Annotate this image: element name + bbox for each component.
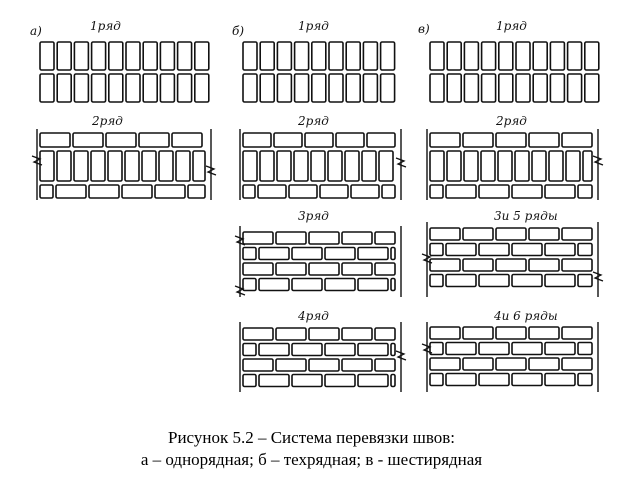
panel-a-row2-label: 2ряд <box>92 114 123 128</box>
panel-v-row2-bot-stretcher-brick <box>545 185 575 198</box>
panel-a-row2-mid-header-brick <box>176 151 190 181</box>
panel-v-row3-course2-stretcher-brick <box>479 244 509 256</box>
panel-b-row2-mid-header-brick <box>362 151 376 181</box>
panel-b-row3-course1-stretcher-brick <box>375 232 395 244</box>
panel-v-row2-mid-header-brick <box>583 151 592 181</box>
panel-b-row1-header-brick <box>312 74 326 102</box>
caption-line-1: Рисунок 5.2 – Система перевязки швов: <box>167 428 455 447</box>
panel-v-row1-label: 1ряд <box>496 19 527 33</box>
panel-b-row2-bot-half-brick <box>243 185 255 198</box>
panel-v-row4-course4-stretcher-brick <box>578 374 592 386</box>
panel-b-row4-course1-stretcher-brick <box>276 328 306 340</box>
panel-v-row1-header-brick <box>499 74 513 102</box>
panel-b-row4-course3-stretcher-brick <box>309 359 339 371</box>
panel-v-row1-header-brick <box>585 74 599 102</box>
panel-a-row2-bot-stretcher-brick <box>56 185 86 198</box>
panel-v-row1-header-brick <box>550 74 564 102</box>
panel-a-row1-header-brick <box>92 74 106 102</box>
panel-b-row4-course4-stretcher-brick <box>391 375 395 387</box>
panel-v-row1-header-brick <box>516 74 530 102</box>
panel-v-row2-bot-half-brick <box>430 185 443 198</box>
panel-b-row1-header-brick <box>243 74 257 102</box>
panel-b-row3-course1-stretcher-brick <box>243 232 273 244</box>
panel-b-row4-course3-stretcher-brick <box>243 359 273 371</box>
panel-v-row4-course1-stretcher-brick <box>562 327 592 339</box>
panel-b-row3-course1-stretcher-brick <box>309 232 339 244</box>
panel-b-row1-header-brick <box>329 74 343 102</box>
panel-a-row1-header-brick <box>92 42 106 70</box>
panel-b-row2-mid-header-brick <box>379 151 393 181</box>
panel-b-row4-course2-stretcher-brick <box>391 344 395 356</box>
panel-b-row2-bot-stretcher-brick <box>289 185 317 198</box>
panel-b-row2-mid-header-brick <box>243 151 257 181</box>
panel-v-row2-top-stretcher-brick <box>529 133 559 147</box>
panel-b-break-right <box>396 158 406 167</box>
panel-b-row3-course2-stretcher-brick <box>325 248 355 260</box>
panel-a-row2-bot-stretcher-brick <box>188 185 205 198</box>
panel-b-row2-bot-stretcher-brick <box>382 185 395 198</box>
panel-v-row1-header-brick <box>568 74 582 102</box>
panel-b-row3-course2-stretcher-brick <box>292 248 322 260</box>
panel-b-row4-course2-stretcher-brick <box>325 344 355 356</box>
panel-b-row3-course3-stretcher-brick <box>342 263 372 275</box>
panel-v-row1-header-brick <box>533 42 547 70</box>
panel-v-row4-course4-stretcher-brick <box>446 374 476 386</box>
panel-b-row1-header-brick <box>363 74 377 102</box>
panel-b-row3-course3-stretcher-brick <box>309 263 339 275</box>
panel-v-row4-course2-stretcher-brick <box>512 343 542 355</box>
panel-v-row3-course1-stretcher-brick <box>529 228 559 240</box>
panel-b-row4-course1-stretcher-brick <box>243 328 273 340</box>
panel-a-row1-header-brick <box>143 74 157 102</box>
panel-a-row1-header-brick <box>178 42 192 70</box>
panel-b-row2-bot-stretcher-brick <box>351 185 379 198</box>
panel-b-row4-course1-stretcher-brick <box>375 328 395 340</box>
panel-b-row3-course4-stretcher-brick <box>325 279 355 291</box>
panel-b-row1-header-brick <box>363 42 377 70</box>
panel-v-row1-header-brick <box>568 42 582 70</box>
panel-v-row4-course3-stretcher-brick <box>562 358 592 370</box>
panel-v-row3-course4-stretcher-brick <box>512 275 542 287</box>
panel-v-row2-mid-header-brick <box>464 151 478 181</box>
panel-b-row1-header-brick <box>346 74 360 102</box>
panel-b-row1-header-brick <box>277 74 291 102</box>
panel-a-row1-header-brick <box>160 74 174 102</box>
panel-b-row1-header-brick <box>277 42 291 70</box>
panel-v-row4-course3-stretcher-brick <box>496 358 526 370</box>
panel-v-row2-bot-stretcher-brick <box>446 185 476 198</box>
panel-a-row2-bot-stretcher-brick <box>89 185 119 198</box>
panel-a-row1-header-brick <box>143 42 157 70</box>
panel-b-row1-header-brick <box>346 42 360 70</box>
panel-v-row4-course2-stretcher-brick <box>578 343 592 355</box>
panel-a-row1-header-brick <box>40 74 54 102</box>
panel-v-row4-course3-stretcher-brick <box>430 358 460 370</box>
panel-v-row2-label: 2ряд <box>496 114 527 128</box>
panel-v-row1-header-brick <box>447 42 461 70</box>
panel-b-label: б) <box>232 24 245 38</box>
panel-a-row1-header-brick <box>126 42 140 70</box>
panel-a-row1-header-brick <box>74 74 88 102</box>
panel-v-row3-course3-stretcher-brick <box>496 259 526 271</box>
panel-a-row1-header-brick <box>126 74 140 102</box>
panel-v-row2-mid-header-brick <box>481 151 495 181</box>
panel-b-row3-course3-stretcher-brick <box>276 263 306 275</box>
panel-v-row4-course3-stretcher-brick <box>463 358 493 370</box>
panel-v-row1-header-brick <box>499 42 513 70</box>
panel-v-row4-course1-stretcher-brick <box>496 327 526 339</box>
panel-b-row4-course2-stretcher-brick <box>259 344 289 356</box>
panel-a-row2-mid-header-brick <box>108 151 122 181</box>
panel-a-row1-header-brick <box>195 42 209 70</box>
panel-b-row3-course2-half-brick <box>243 248 256 260</box>
panel-b-row1-header-brick <box>381 74 395 102</box>
panel-b-row4-course2-half-brick <box>243 344 256 356</box>
panel-a-row2-mid-header-brick <box>40 151 54 181</box>
panel-a-row2-top-stretcher-brick <box>40 133 70 147</box>
panel-a-row2-top-stretcher-brick <box>106 133 136 147</box>
panel-v-row2-mid-header-brick <box>532 151 546 181</box>
panel-v-row2-mid-header-brick <box>498 151 512 181</box>
panel-b-row4-course1-stretcher-brick <box>342 328 372 340</box>
panel-v-row3-course4-stretcher-brick <box>545 275 575 287</box>
panel-b-row4-course4-stretcher-brick <box>325 375 355 387</box>
panel-b-row4-break-right <box>396 351 406 360</box>
panel-v-row3-course2-half-brick <box>430 244 443 256</box>
panel-b-row3-course4-stretcher-brick <box>292 279 322 291</box>
panel-v-row4-course4-stretcher-brick <box>479 374 509 386</box>
caption-line-2: а – однорядная; б – техрядная; в - шестирядная <box>140 450 483 469</box>
panel-b-row3-course3-stretcher-brick <box>243 263 273 275</box>
panel-b-row3-course4-stretcher-brick <box>391 279 395 291</box>
panel-v-row2-mid-header-brick <box>430 151 444 181</box>
panel-b-row4-course3-stretcher-brick <box>342 359 372 371</box>
panel-b-row2-mid-header-brick <box>260 151 274 181</box>
panel-v-row3-course4-half-brick <box>430 275 443 287</box>
panel-v-row3-course1-stretcher-brick <box>562 228 592 240</box>
panel-v-row3-course1-stretcher-brick <box>463 228 493 240</box>
panel-v-row2-top-stretcher-brick <box>430 133 460 147</box>
panel-b-row2-bot-stretcher-brick <box>320 185 348 198</box>
panel-v-row1-header-brick <box>464 42 478 70</box>
panel-b-row4-course4-stretcher-brick <box>259 375 289 387</box>
panel-b-row4-course3-stretcher-brick <box>276 359 306 371</box>
panel-v-row4-course1-stretcher-brick <box>463 327 493 339</box>
panel-a-break-right <box>206 166 216 175</box>
panel-v-row3-course1-stretcher-brick <box>430 228 460 240</box>
panel-v-row1-header-brick <box>464 74 478 102</box>
panel-v-row1-header-brick <box>482 42 496 70</box>
panel-b-row1-header-brick <box>295 42 309 70</box>
panel-b-row3-course4-stretcher-brick <box>259 279 289 291</box>
panel-b-row3-course2-stretcher-brick <box>259 248 289 260</box>
panel-b-row2-top-stretcher-brick <box>243 133 271 147</box>
panel-a-label: а) <box>30 24 42 38</box>
panel-b-row4-course3-stretcher-brick <box>375 359 395 371</box>
panel-v-row4-course1-stretcher-brick <box>529 327 559 339</box>
panel-b-row3-course4-half-brick <box>243 279 256 291</box>
panel-a-row1-header-brick <box>40 42 54 70</box>
panel-v-row1-header-brick <box>482 74 496 102</box>
panel-a-row2-mid-header-brick <box>125 151 139 181</box>
panel-b-row1-header-brick <box>243 42 257 70</box>
panel-b-row2-mid-header-brick <box>328 151 342 181</box>
panel-b-row2-mid-header-brick <box>345 151 359 181</box>
panel-v-row1-header-brick <box>516 42 530 70</box>
panel-b-row1-header-brick <box>295 74 309 102</box>
panel-a-row1-header-brick <box>109 74 123 102</box>
panel-b-row2-top-stretcher-brick <box>367 133 395 147</box>
panel-v-row1-header-brick <box>430 74 444 102</box>
panel-v-row2-mid-header-brick <box>549 151 563 181</box>
panel-a-row2-top-stretcher-brick <box>172 133 202 147</box>
panel-b-row1-label: 1ряд <box>298 19 329 33</box>
panel-b-row3-course2-stretcher-brick <box>358 248 388 260</box>
panel-a-row2-mid-header-brick <box>159 151 173 181</box>
panel-a-row2-mid-header-brick <box>193 151 205 181</box>
panel-a-row2-bot-stretcher-brick <box>155 185 185 198</box>
panel-b-row4-course4-half-brick <box>243 375 256 387</box>
panel-a-row1-header-brick <box>160 42 174 70</box>
panel-a-row1-header-brick <box>74 42 88 70</box>
panel-b-row4-label: 4ряд <box>298 309 329 323</box>
panel-b-row2-mid-header-brick <box>294 151 308 181</box>
panel-a-row2-mid-header-brick <box>142 151 156 181</box>
panel-b-row3-course2-stretcher-brick <box>391 248 395 260</box>
panel-b-row3-course1-stretcher-brick <box>276 232 306 244</box>
panel-a-row2-top-stretcher-brick <box>73 133 103 147</box>
panel-b-row1-header-brick <box>312 42 326 70</box>
panel-b-row2-label: 2ряд <box>298 114 329 128</box>
panel-v-row4-course2-stretcher-brick <box>545 343 575 355</box>
panel-v-row1-header-brick <box>447 74 461 102</box>
panel-v-row1-header-brick <box>430 42 444 70</box>
panel-b-row3-course4-stretcher-brick <box>358 279 388 291</box>
panel-a-row1-header-brick <box>109 42 123 70</box>
panel-v-row3-course3-stretcher-brick <box>529 259 559 271</box>
panel-v-row1-header-brick <box>533 74 547 102</box>
panel-v-row3-course2-stretcher-brick <box>578 244 592 256</box>
panel-b-row4-course4-stretcher-brick <box>292 375 322 387</box>
panel-a-row1-header-brick <box>57 74 71 102</box>
panel-v-row3-course2-stretcher-brick <box>446 244 476 256</box>
panel-v-row2-mid-header-brick <box>447 151 461 181</box>
panel-v-row4-course4-stretcher-brick <box>545 374 575 386</box>
panel-b-row4-course2-stretcher-brick <box>292 344 322 356</box>
panel-v-row2-top-stretcher-brick <box>562 133 592 147</box>
panel-a-row1-label: 1ряд <box>90 19 121 33</box>
panel-a-row2-top-stretcher-brick <box>139 133 169 147</box>
panel-b-row3-label: 3ряд <box>298 209 329 223</box>
panel-v-row4-course1-stretcher-brick <box>430 327 460 339</box>
panel-v-row2-bot-stretcher-brick <box>479 185 509 198</box>
panel-b-row2-top-stretcher-brick <box>305 133 333 147</box>
panel-a-row2-bot-stretcher-brick <box>122 185 152 198</box>
panel-b-row3-course3-stretcher-brick <box>375 263 395 275</box>
panel-v-row3-course4-stretcher-brick <box>479 275 509 287</box>
panel-v-row3-course2-stretcher-brick <box>545 244 575 256</box>
panel-a-row2-mid-header-brick <box>74 151 88 181</box>
panel-b-row2-top-stretcher-brick <box>274 133 302 147</box>
panel-v-row4-course2-stretcher-brick <box>479 343 509 355</box>
panel-b-row1-header-brick <box>260 74 274 102</box>
panel-v-row3-course4-stretcher-brick <box>578 275 592 287</box>
panel-v-row4-course4-half-brick <box>430 374 443 386</box>
panel-a-row2-mid-header-brick <box>57 151 71 181</box>
panel-v-label: в) <box>418 22 430 36</box>
panel-b-row4-course1-stretcher-brick <box>309 328 339 340</box>
panel-v-break-right <box>593 156 603 165</box>
panel-v-row2-top-stretcher-brick <box>463 133 493 147</box>
panel-b-row4-course4-stretcher-brick <box>358 375 388 387</box>
panel-b-row1-header-brick <box>329 42 343 70</box>
panel-v-row3-break-right <box>593 272 603 281</box>
panel-v-row2-mid-header-brick <box>515 151 529 181</box>
panel-v-row3-course2-stretcher-brick <box>512 244 542 256</box>
panel-v-row3-label: 3и 5 ряды <box>494 209 558 223</box>
panel-b-row3-course1-stretcher-brick <box>342 232 372 244</box>
panel-v-row3-course1-stretcher-brick <box>496 228 526 240</box>
panel-a-row2-mid-header-brick <box>91 151 105 181</box>
panel-b-row2-mid-header-brick <box>277 151 291 181</box>
panel-v-row2-bot-stretcher-brick <box>578 185 592 198</box>
panel-b-row1-header-brick <box>260 42 274 70</box>
panel-b-row4-course2-stretcher-brick <box>358 344 388 356</box>
panel-v-row3-course4-stretcher-brick <box>446 275 476 287</box>
panel-a-row1-header-brick <box>195 74 209 102</box>
panel-v-row2-top-stretcher-brick <box>496 133 526 147</box>
panel-v-row2-bot-stretcher-brick <box>512 185 542 198</box>
panel-v-row4-course4-stretcher-brick <box>512 374 542 386</box>
panel-a-row1-header-brick <box>178 74 192 102</box>
panel-v-row3-course3-stretcher-brick <box>562 259 592 271</box>
panel-b-row2-top-stretcher-brick <box>336 133 364 147</box>
panel-v-row1-header-brick <box>585 42 599 70</box>
panel-v-row4-course3-stretcher-brick <box>529 358 559 370</box>
panel-b-row1-header-brick <box>381 42 395 70</box>
panel-v-row4-label: 4и 6 ряды <box>494 309 558 323</box>
panel-v-row1-header-brick <box>550 42 564 70</box>
panel-b-row2-mid-header-brick <box>311 151 325 181</box>
panel-b-row2-bot-stretcher-brick <box>258 185 286 198</box>
panel-v-row3-course3-stretcher-brick <box>463 259 493 271</box>
panel-a-row1-header-brick <box>57 42 71 70</box>
panel-v-row3-course3-stretcher-brick <box>430 259 460 271</box>
panel-v-row4-course2-stretcher-brick <box>446 343 476 355</box>
panel-a-row2-bot-half-brick <box>40 185 53 198</box>
panel-v-row2-mid-header-brick <box>566 151 580 181</box>
